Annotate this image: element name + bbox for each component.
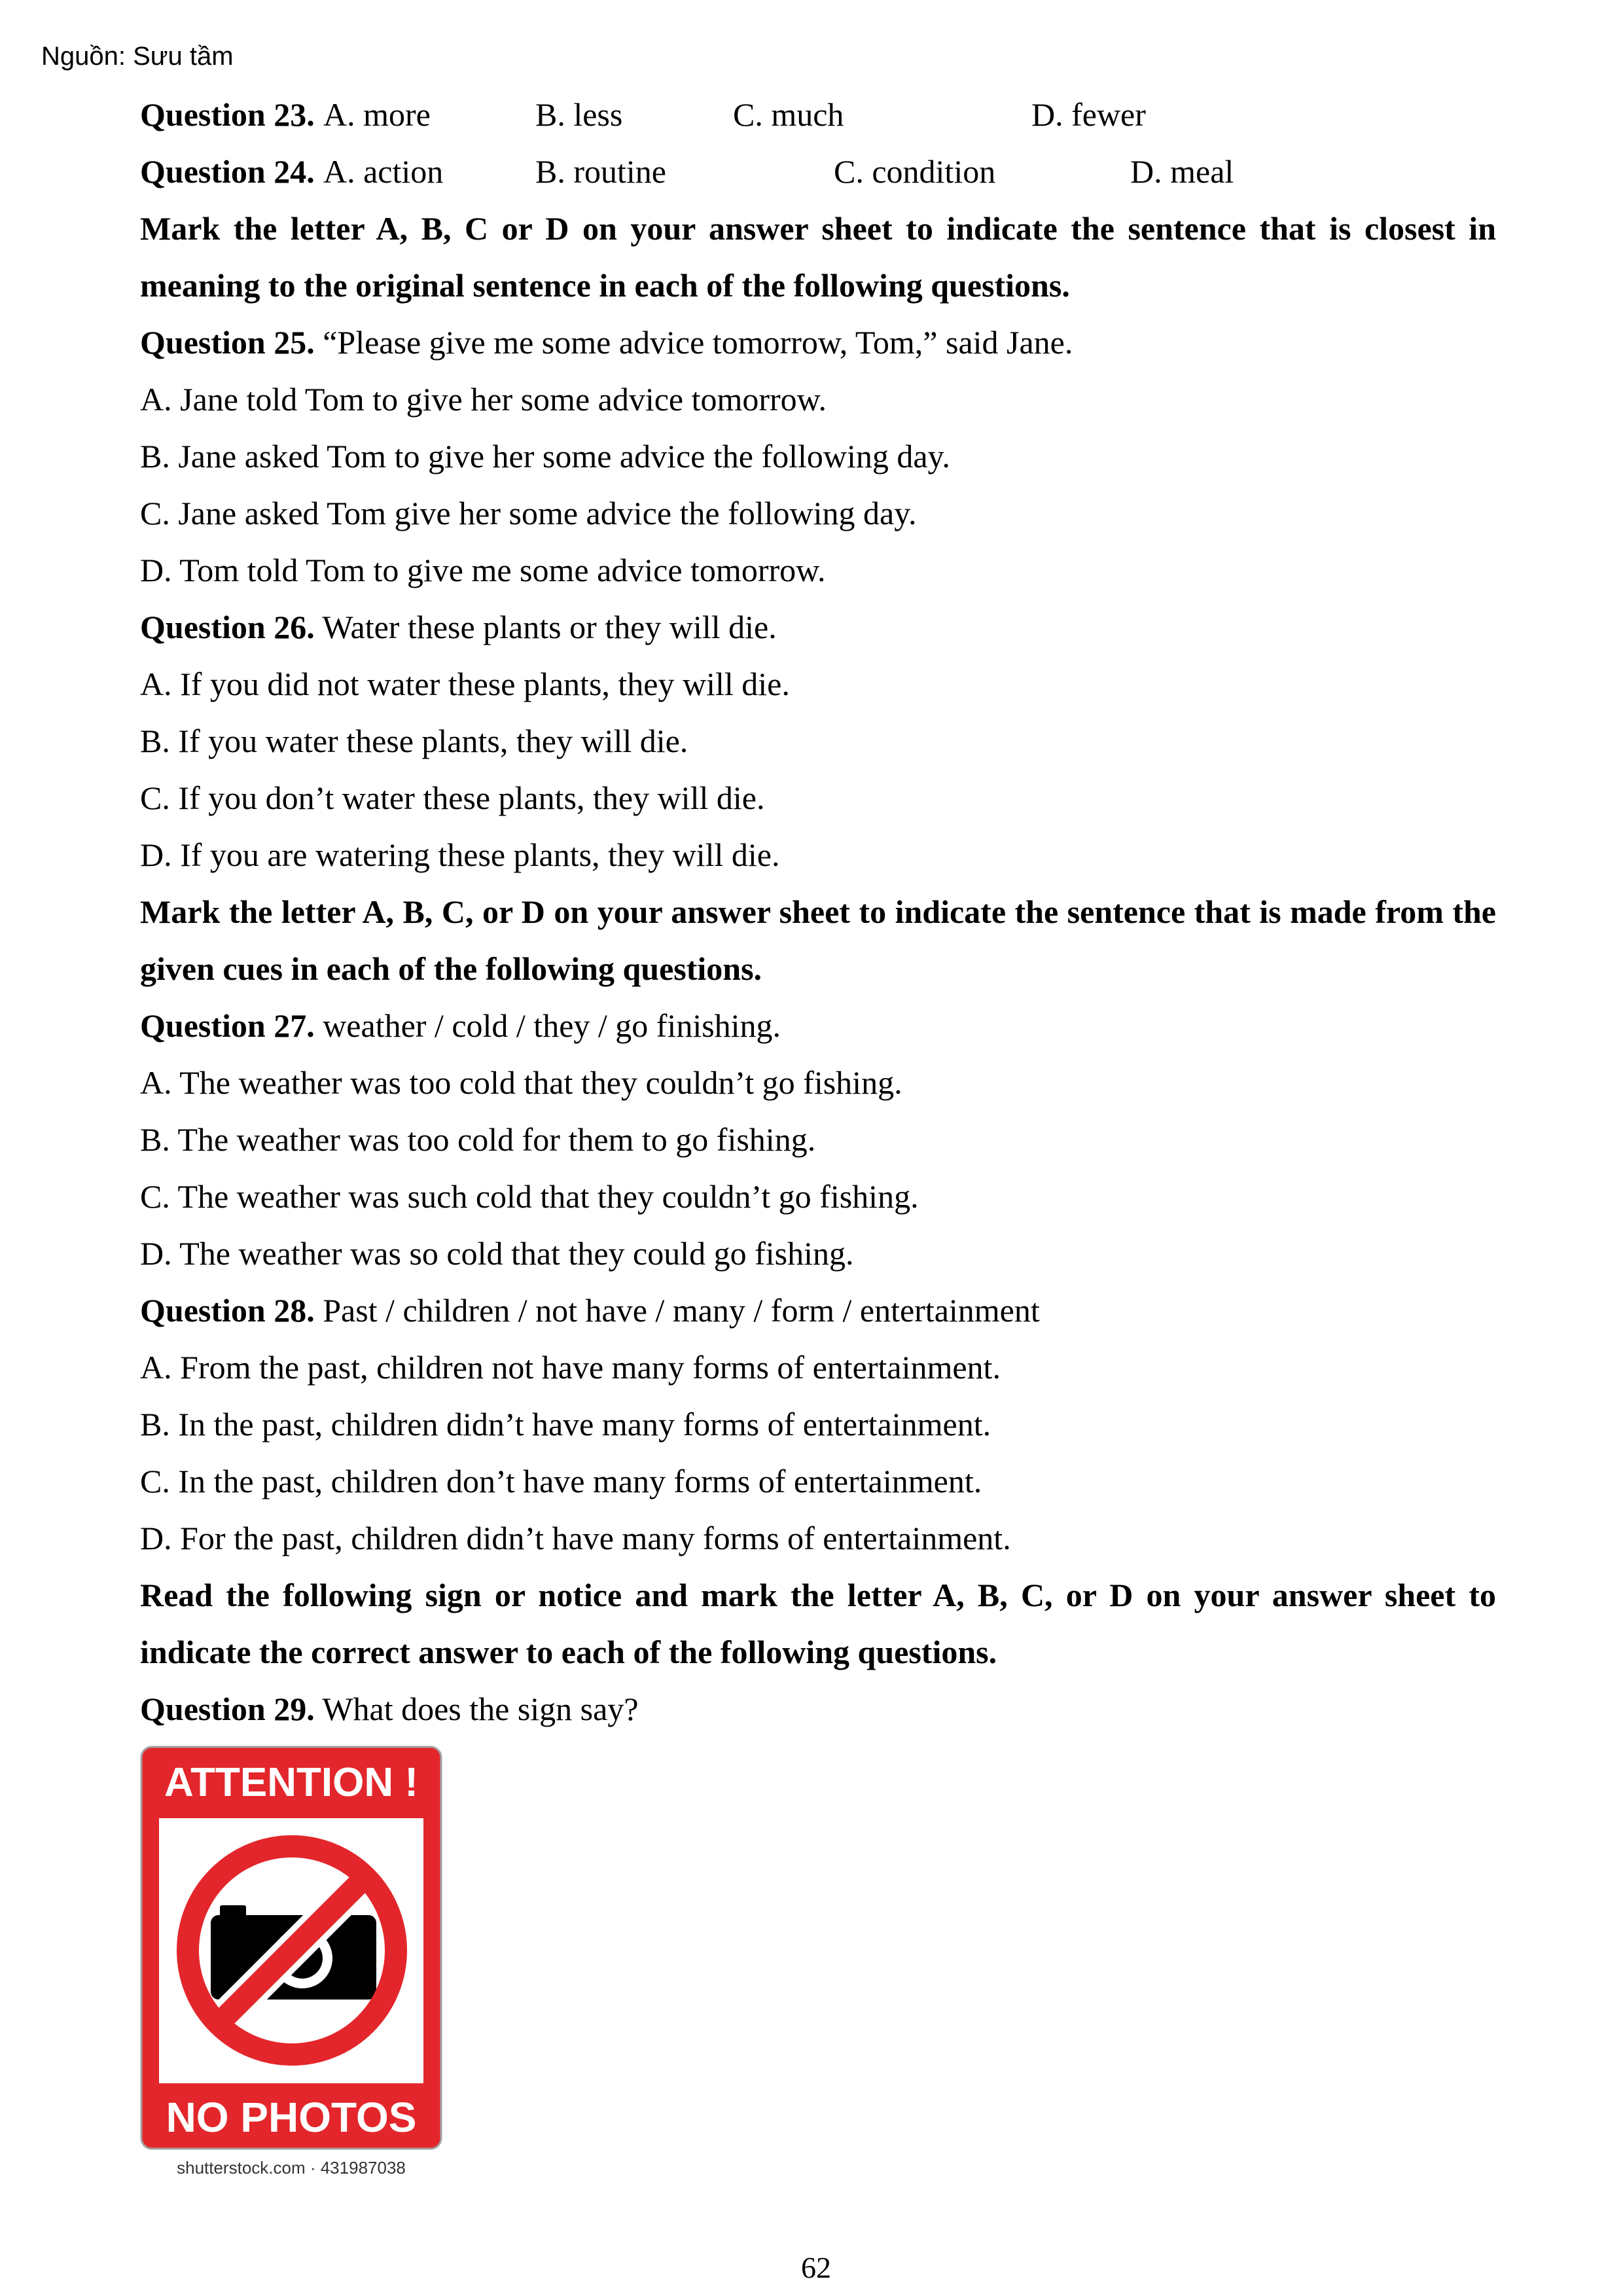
question-26-option-d: D. If you are watering these plants, they will die. xyxy=(140,836,780,873)
question-27-option-d: D. The weather was so cold that they could go fishing. xyxy=(140,1235,854,1272)
question-29-line xyxy=(140,1681,1496,1738)
question-28-option-a: A. From the past, children not have many forms of entertainment. xyxy=(140,1349,1001,1386)
question-27-line xyxy=(140,997,1496,1054)
question-27-option-b: B. The weather was too cold for them to go fishing. xyxy=(140,1121,816,1158)
question-28-option-d: D. For the past, children didn’t have many forms of entertainment. xyxy=(140,1520,1011,1556)
section-3-instruction-line-2: indicate the correct answer to each of the following questions. xyxy=(140,1634,997,1670)
question-26-option-a: A. If you did not water these plants, they will die. xyxy=(140,666,790,702)
question-26-option-b: B. If you water these plants, they will die. xyxy=(140,723,688,759)
question-28-prompt: Past / children / not have / many / form / entertainment xyxy=(323,1292,1040,1329)
no-photos-sign xyxy=(140,1746,442,2150)
question-25-label: Question 25. xyxy=(140,324,315,361)
question-27-prompt: weather / cold / they / go finishing. xyxy=(323,1007,781,1044)
section-2-instruction-line-2: given cues in each of the following questions. xyxy=(140,950,762,987)
question-26-prompt: Water these plants or they will die. xyxy=(322,609,777,645)
question-25-line xyxy=(140,314,1496,371)
question-27-option-a: A. The weather was too cold that they couldn’t go fishing. xyxy=(140,1064,902,1101)
question-24-option-b: B. routine xyxy=(535,153,666,190)
page-number: 62 xyxy=(801,2251,831,2284)
question-23-option-d: D. fewer xyxy=(1031,96,1146,133)
section-1-instruction-line-2: meaning to the original sentence in each of the following questions. xyxy=(140,267,1070,304)
question-24-option-d: D. meal xyxy=(1130,153,1234,190)
section-2-instruction-line-1: Mark the letter A, B, C, or D on your answer sheet to indicate the sentence that is made from the xyxy=(140,893,1496,930)
question-24-option-a: A. action xyxy=(323,153,444,190)
question-26-option-c: C. If you don’t water these plants, they will die. xyxy=(140,780,765,816)
question-23-option-c: C. much xyxy=(733,96,844,133)
section-3-instruction-line-1: Read the following sign or notice and mark the letter A, B, C, or D on your answer sheet to xyxy=(140,1577,1496,1613)
source-note: Nguồn: Sưu tầm xyxy=(41,42,234,71)
sign-bottom-text: NO PHOTOS xyxy=(166,2094,417,2141)
question-23-option-b: B. less xyxy=(535,96,623,133)
question-26-label: Question 26. xyxy=(140,609,315,645)
question-25-option-d: D. Tom told Tom to give me some advice tomorrow. xyxy=(140,552,826,588)
question-23-label: Question 23. xyxy=(140,96,315,133)
question-25-option-c: C. Jane asked Tom give her some advice the following day. xyxy=(140,495,917,531)
question-24-label: Question 24. xyxy=(140,153,315,190)
sign-top-text: ATTENTION ! xyxy=(164,1760,419,1805)
question-28-line xyxy=(140,1282,1496,1339)
image-caption: shutterstock.com · 431987038 xyxy=(177,2158,406,2178)
question-25-option-b: B. Jane asked Tom to give her some advice the following day. xyxy=(140,438,950,475)
page-content xyxy=(140,86,1496,1738)
question-29-label: Question 29. xyxy=(140,1691,315,1727)
question-28-option-c: C. In the past, children don’t have many forms of entertainment. xyxy=(140,1463,982,1499)
question-25-option-a: A. Jane told Tom to give her some advice tomorrow. xyxy=(140,381,827,418)
question-26-line xyxy=(140,599,1496,656)
question-28-option-b: B. In the past, children didn’t have many forms of entertainment. xyxy=(140,1406,991,1443)
question-28-label: Question 28. xyxy=(140,1292,315,1329)
question-24-option-c: C. condition xyxy=(834,153,996,190)
question-27-label: Question 27. xyxy=(140,1007,315,1044)
question-23-option-a: A. more xyxy=(323,96,431,133)
section-1-instruction-line-1: Mark the letter A, B, C or D on your answer sheet to indicate the sentence that is closest in xyxy=(140,210,1496,247)
question-29-prompt: What does the sign say? xyxy=(322,1691,639,1727)
question-23-line xyxy=(140,86,1496,143)
question-24-line xyxy=(140,143,1496,200)
question-27-option-c: C. The weather was such cold that they couldn’t go fishing. xyxy=(140,1178,919,1215)
question-25-prompt: “Please give me some advice tomorrow, Tom,” said Jane. xyxy=(323,324,1073,361)
